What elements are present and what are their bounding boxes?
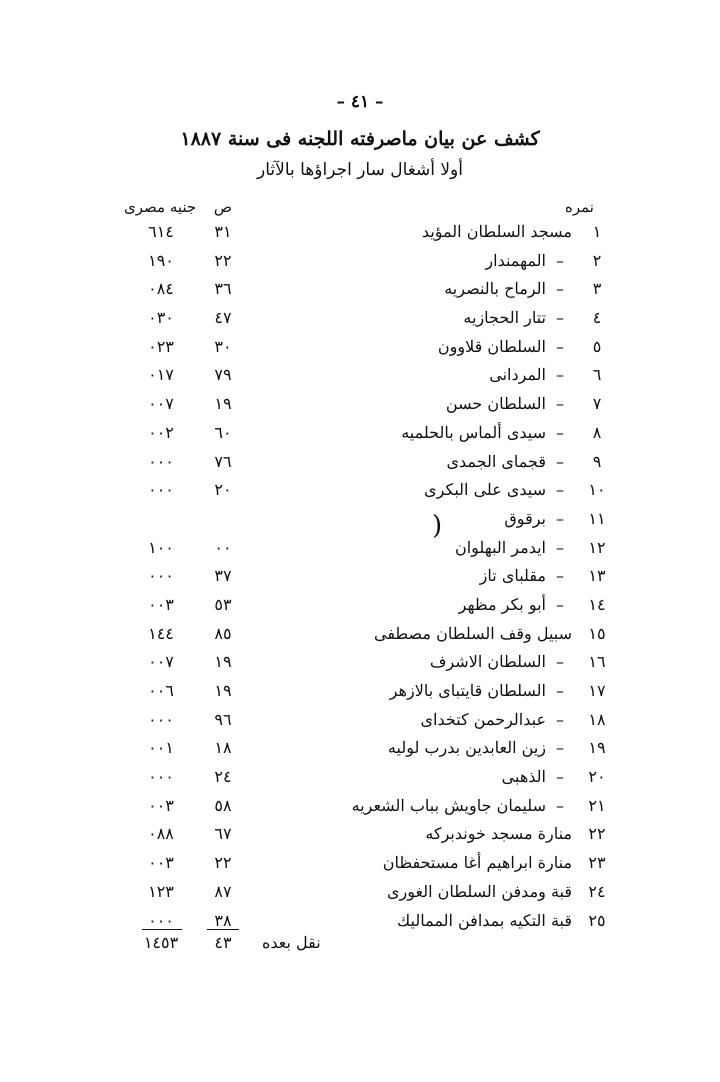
row-number: ٤ <box>592 308 602 328</box>
row-number: ١٩ <box>588 738 606 758</box>
ditto-mark: – <box>556 480 564 500</box>
monument-name: السلطان قلاوون <box>437 336 546 356</box>
table-row <box>0 365 720 394</box>
row-number: ٢٢ <box>588 824 606 844</box>
amount-pounds: ٠٠٠ <box>148 709 174 729</box>
amount-pounds: ٠٠٣ <box>148 594 174 614</box>
total-pounds: ١٤٥٣ <box>143 933 179 952</box>
page-title: كشف عن بيان ماصرفته اللجنه فى سنة ١٨٨٧ <box>180 128 540 150</box>
table-row <box>0 595 720 624</box>
column-header-number: نمره <box>565 198 594 216</box>
monument-name: قبة التكيه بمدافن المماليك <box>397 910 572 930</box>
amount-piasters: ٦٧ <box>214 824 232 844</box>
ditto-mark: – <box>556 308 564 328</box>
monument-name: مسجد السلطان المؤيد <box>421 222 572 241</box>
row-number: ١٣ <box>588 566 606 586</box>
amount-pounds: ٠٠٠ <box>148 451 174 471</box>
row-number: ١٧ <box>588 681 606 700</box>
amount-pounds: ١٩٠ <box>148 250 174 270</box>
grouping-brace: ) <box>432 511 443 541</box>
total-rule-pia <box>207 929 239 930</box>
page-number: – ٤١ – <box>336 92 384 112</box>
row-number: ١٤ <box>588 594 606 614</box>
amount-piasters: ٢٢ <box>214 853 232 873</box>
row-number: ١٢ <box>588 537 606 557</box>
amount-piasters: ٥٣ <box>214 594 232 614</box>
amount-pounds: ٠٠٢ <box>148 422 174 442</box>
table-row <box>0 308 720 337</box>
monument-name: السلطان الاشرف <box>429 652 546 672</box>
monument-name: سليمان جاويش بباب الشعريه <box>351 795 546 815</box>
amount-piasters: ٦٠ <box>214 422 232 442</box>
monument-name: المردانى <box>489 365 546 385</box>
row-number: ٥ <box>592 336 602 356</box>
row-number: ٢١ <box>588 795 606 815</box>
amount-piasters: ٧٦ <box>214 451 232 471</box>
amount-pounds: ١٤٤ <box>148 623 174 643</box>
amount-pounds: ١٠٠ <box>148 537 174 557</box>
amount-piasters: ٤٧ <box>214 308 232 328</box>
monument-name: المهمندار <box>485 250 546 270</box>
table-row <box>0 624 720 653</box>
amount-pounds: ٠٠٠ <box>148 910 174 930</box>
row-number: ١١ <box>588 508 606 528</box>
amount-piasters: ٧٩ <box>214 365 232 385</box>
amount-pounds: ٠٠٣ <box>148 853 174 873</box>
amount-pounds: ٦١٤ <box>148 222 174 241</box>
amount-piasters: ٢٤ <box>214 767 232 787</box>
ditto-mark: – <box>556 279 564 299</box>
monument-name: قبة ومدفن السلطان الغورى <box>386 881 572 901</box>
amount-piasters: ٣٧ <box>214 566 232 586</box>
monument-name: الرماح بالنصريه <box>444 279 546 299</box>
amount-pounds: ٠١٧ <box>148 365 174 385</box>
table-row <box>0 767 720 796</box>
table-row <box>0 222 720 251</box>
amount-pounds: ٠٢٣ <box>148 336 174 356</box>
monument-name: سبيل وقف السلطان مصطفى <box>373 623 572 643</box>
column-header-pounds: جنيه مصرى <box>124 198 197 216</box>
row-number: ٦ <box>592 365 602 385</box>
row-number: ٢٥ <box>588 910 606 930</box>
row-number: ٨ <box>592 422 602 442</box>
ditto-mark: – <box>556 508 564 528</box>
carried-forward-label: نقل بعده <box>262 933 321 952</box>
page-subtitle: أولا أشغال سار اجراؤها بالآثار <box>257 160 463 180</box>
amount-piasters: ٨٧ <box>214 881 232 901</box>
amount-pounds: ٠٠٦ <box>148 681 174 700</box>
ditto-mark: – <box>556 681 564 700</box>
ditto-mark: – <box>556 566 564 586</box>
table-row <box>0 710 720 739</box>
monument-name: ايدمر البهلوان <box>454 537 546 557</box>
ditto-mark: – <box>556 365 564 385</box>
table-row <box>0 796 720 825</box>
monument-name: أبو بكر مظهر <box>458 594 546 614</box>
amount-piasters: ٢٢ <box>214 250 232 270</box>
ditto-mark: – <box>556 652 564 672</box>
amount-pounds: ٠٠٠ <box>148 480 174 500</box>
row-number: ٧ <box>592 394 602 414</box>
amount-pounds: ٠٨٤ <box>148 279 174 299</box>
amount-pounds: ٠٨٨ <box>148 824 174 844</box>
row-number: ٢٠ <box>588 767 606 787</box>
amount-piasters: ٢٠ <box>214 480 232 500</box>
amount-piasters: ٣٠ <box>214 336 232 356</box>
table-row <box>0 882 720 911</box>
monument-name: منارة ابراهيم أغا مستحفظان <box>382 853 572 873</box>
amount-piasters: ١٩ <box>214 652 232 672</box>
amount-pounds: ٠٠٧ <box>148 394 174 414</box>
amount-pounds: ٠٣٠ <box>148 308 174 328</box>
amount-piasters: ١٩ <box>214 681 232 700</box>
monument-name: قجماى الجمدى <box>446 451 546 471</box>
table-row <box>0 251 720 280</box>
row-number: ١٠ <box>588 480 606 500</box>
total-rule-lira <box>142 929 182 930</box>
row-number: ١٨ <box>588 709 606 729</box>
monument-name: منارة مسجد خوندبركه <box>425 824 572 844</box>
table-row <box>0 508 720 541</box>
table-row <box>0 538 720 567</box>
amount-piasters: ١٩ <box>214 394 232 414</box>
ditto-mark: – <box>556 767 564 787</box>
table-row <box>0 394 720 423</box>
table-row <box>0 452 720 481</box>
table-row <box>0 681 720 710</box>
monument-name: زين العابدين بدرب لوليه <box>387 738 546 758</box>
monument-name: السلطان حسن <box>445 394 546 414</box>
total-piasters: ٤٣ <box>214 933 232 952</box>
ditto-mark: – <box>556 451 564 471</box>
expense-table <box>0 222 720 939</box>
row-number: ٣ <box>592 279 602 299</box>
amount-piasters: ٣١ <box>214 222 232 241</box>
amount-pounds: ٠٠٠ <box>148 767 174 787</box>
monument-name: سيدى ألماس بالحلميه <box>401 422 546 442</box>
amount-piasters: ٥٨ <box>214 795 232 815</box>
table-row <box>0 480 720 509</box>
ditto-mark: – <box>556 422 564 442</box>
monument-name: برقوق <box>504 508 546 528</box>
amount-pounds: ١٢٣ <box>148 881 174 901</box>
table-row <box>0 911 720 940</box>
amount-piasters: ٠٠ <box>214 537 232 557</box>
row-number: ٢ <box>592 250 602 270</box>
amount-piasters: ١٨ <box>214 738 232 758</box>
monument-name: الذهبى <box>501 767 546 787</box>
amount-pounds: ٠٠٣ <box>148 795 174 815</box>
row-number: ٢٤ <box>588 881 606 901</box>
ditto-mark: – <box>556 594 564 614</box>
monument-name: عبدالرحمن كتخداى <box>420 709 546 729</box>
ditto-mark: – <box>556 336 564 356</box>
monument-name: تتار الحجازيه <box>463 308 546 328</box>
ditto-mark: – <box>556 709 564 729</box>
row-number: ١ <box>592 222 602 241</box>
ditto-mark: – <box>556 537 564 557</box>
row-number: ٢٣ <box>588 853 606 873</box>
amount-piasters: ٩٦ <box>214 709 232 729</box>
monument-name: سيدى على البكرى <box>424 480 546 500</box>
ditto-mark: – <box>556 394 564 414</box>
table-row <box>0 566 720 595</box>
table-row <box>0 279 720 308</box>
amount-piasters: ٨٥ <box>214 623 232 643</box>
table-row <box>0 853 720 882</box>
row-number: ٩ <box>592 451 602 471</box>
amount-pounds: ٠٠١ <box>148 738 174 758</box>
row-number: ١٦ <box>588 652 606 672</box>
table-row <box>0 652 720 681</box>
ditto-mark: – <box>556 795 564 815</box>
ditto-mark: – <box>556 738 564 758</box>
table-row <box>0 824 720 853</box>
table-row <box>0 738 720 767</box>
amount-piasters: ٣٦ <box>214 279 232 299</box>
amount-pounds: ٠٠٠ <box>148 566 174 586</box>
table-row <box>0 423 720 452</box>
ditto-mark: – <box>556 250 564 270</box>
monument-name: مقلباى تاز <box>479 566 546 586</box>
row-number: ١٥ <box>588 623 606 643</box>
column-header-piasters: ص <box>213 198 233 216</box>
monument-name: السلطان قايتباى بالازهر <box>389 681 546 700</box>
amount-pounds: ٠٠٧ <box>148 652 174 672</box>
amount-piasters: ٣٨ <box>214 910 232 930</box>
table-row <box>0 337 720 366</box>
